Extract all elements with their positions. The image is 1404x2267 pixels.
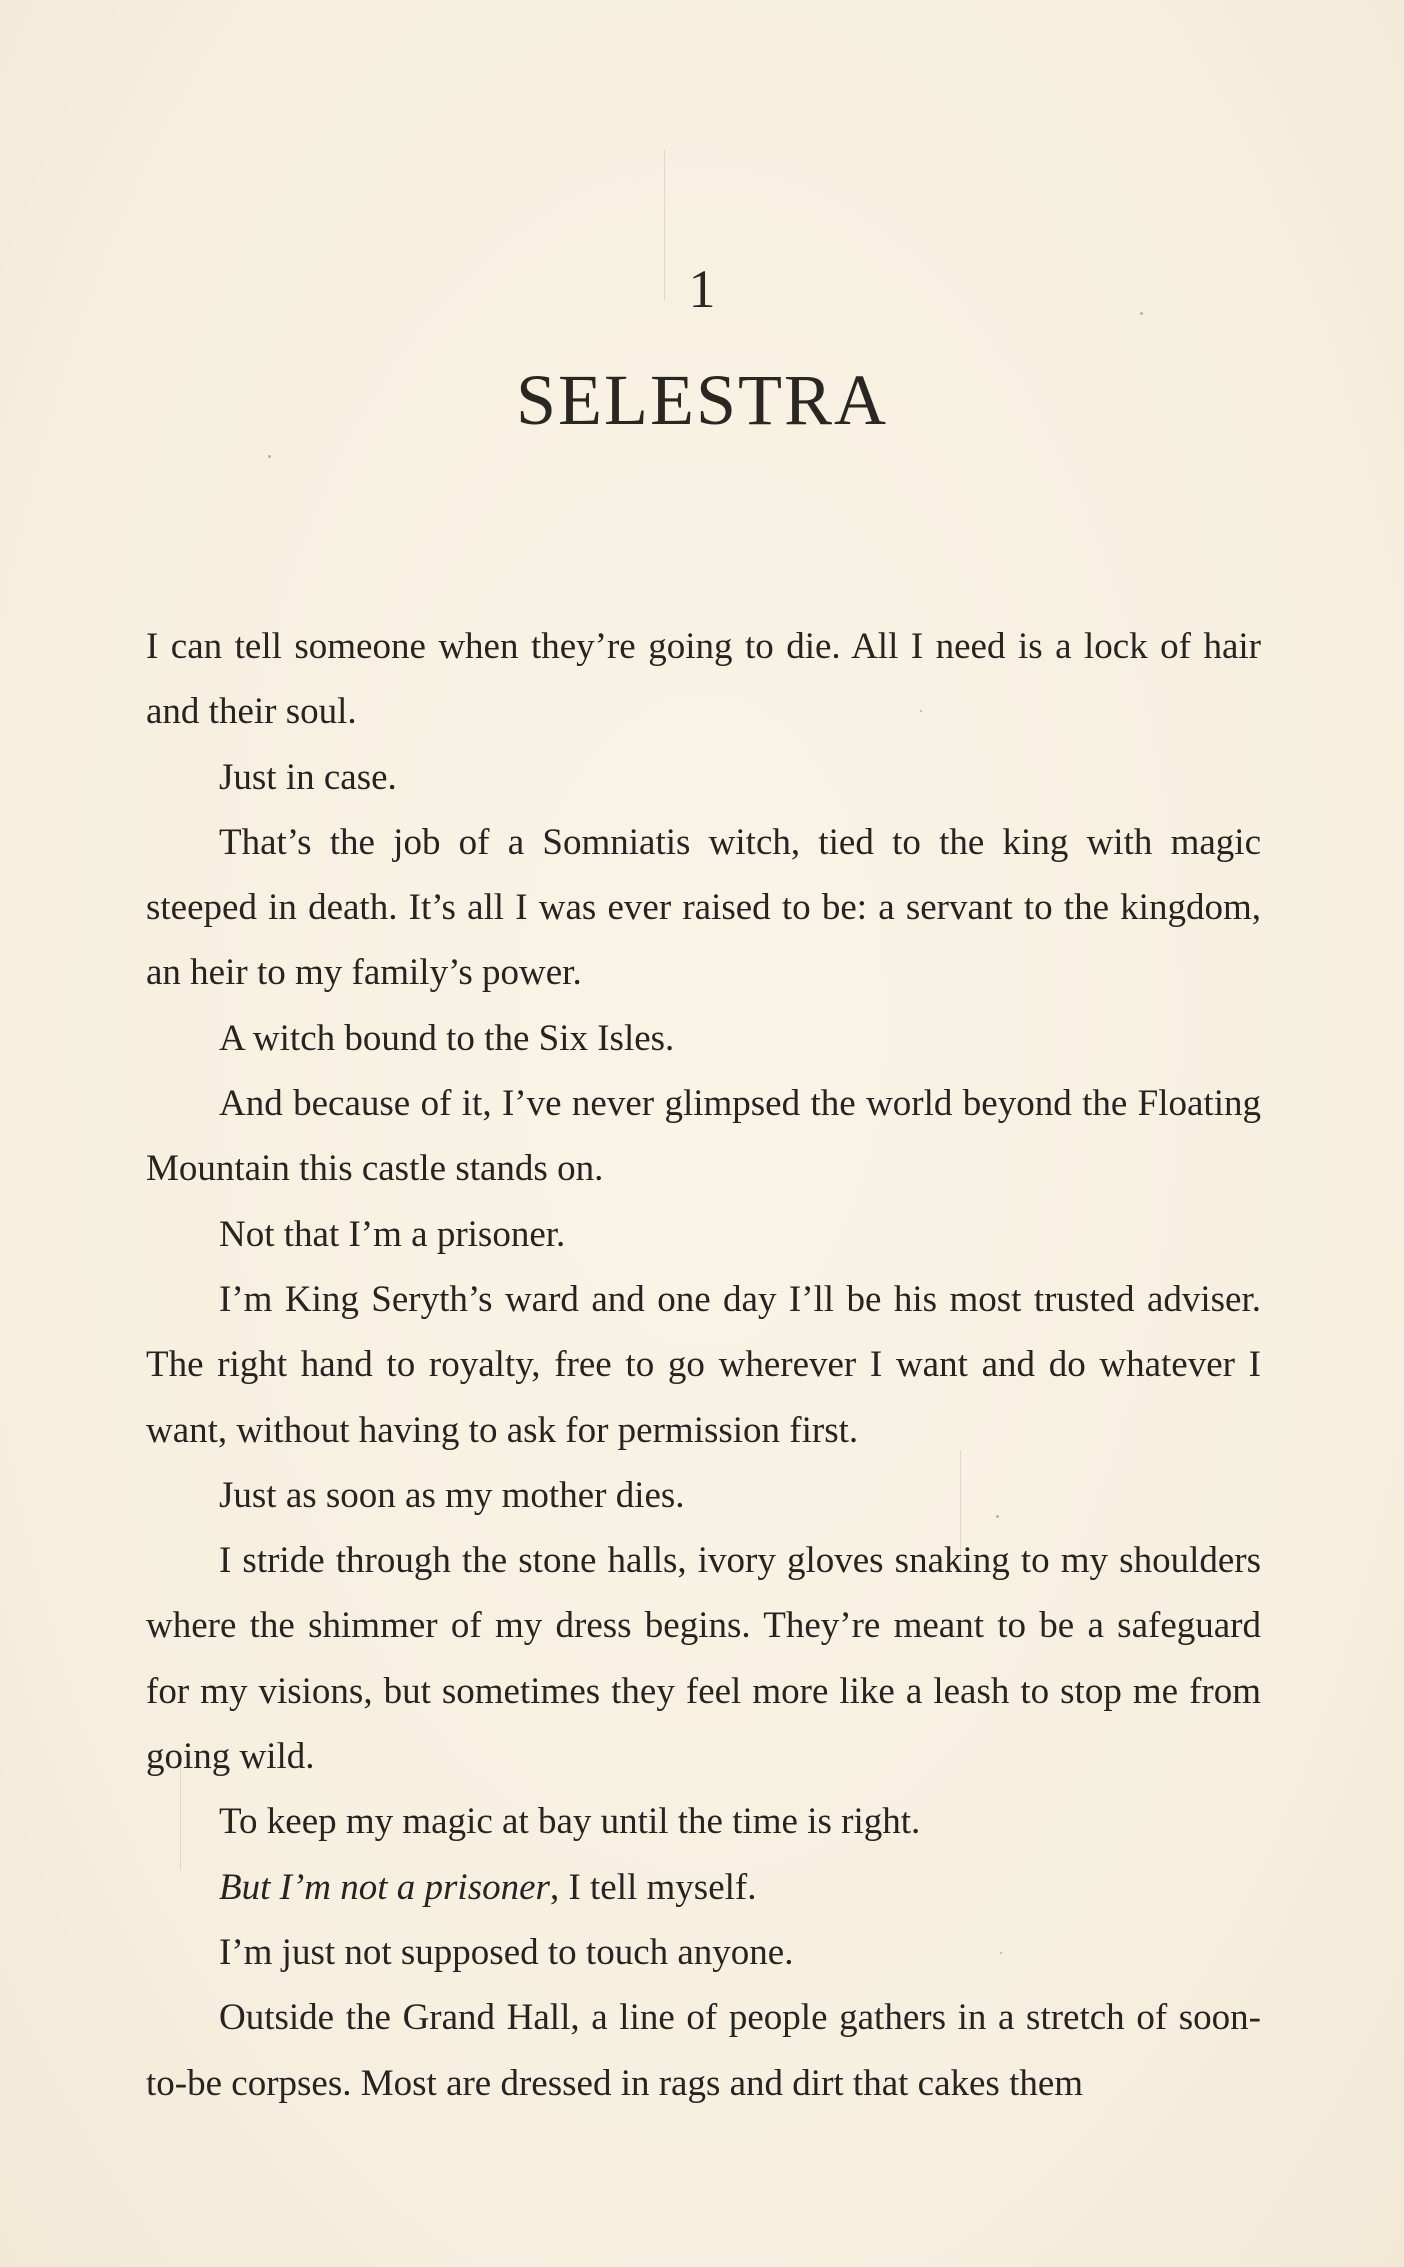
paragraph: And because of it, I’ve never glimpsed the world beyond the Floating Mountain this castle stands on. (146, 1083, 1261, 1190)
paper-speck (268, 455, 271, 458)
paragraph: I can tell someone when they’re going to die. All I need is a lock of hair and their soul. (146, 626, 1261, 733)
paragraph-text: , I tell myself. (549, 1866, 757, 1908)
paragraph: Just as soon as my mother dies. (219, 1474, 685, 1516)
paragraph: That’s the job of a Somniatis witch, tied to the king with magic steeped in death. It’s all I was ever raised to be: a servant to the kingdom, an heir to my family’s power. (146, 821, 1261, 994)
paragraph (146, 1855, 1261, 1920)
paragraph: A witch bound to the Six Isles. (219, 1017, 675, 1059)
italic-phrase: But I’m not a prisoner (219, 1866, 550, 1908)
paragraph: Just in case. (219, 756, 397, 798)
paragraph: To keep my magic at bay until the time is right. (219, 1801, 921, 1843)
chapter-title: SELESTRA (515, 360, 889, 440)
paragraph: I’m just not supposed to touch anyone. (219, 1931, 794, 1973)
chapter-number: 1 (688, 259, 716, 319)
paragraph: I’m King Seryth’s ward and one day I’ll be his most trusted adviser. The right hand to royalty, free to go wherever I want and do whatever I want, without having to ask for permission first. (146, 1278, 1261, 1451)
paragraph: Outside the Grand Hall, a line of people gathers in a stretch of soon-to-be corpses. Most are dressed in rags and dirt that cakes them (146, 1997, 1261, 2104)
chapter-body (146, 614, 1261, 2116)
paragraph: I stride through the stone halls, ivory gloves snaking to my shoulders where the shimmer of my dress begins. They’re meant to be a safeguard for my visions, but sometimes they feel more like a leash to stop me from going wild. (146, 1540, 1261, 1778)
paragraph: Not that I’m a prisoner. (219, 1213, 566, 1255)
